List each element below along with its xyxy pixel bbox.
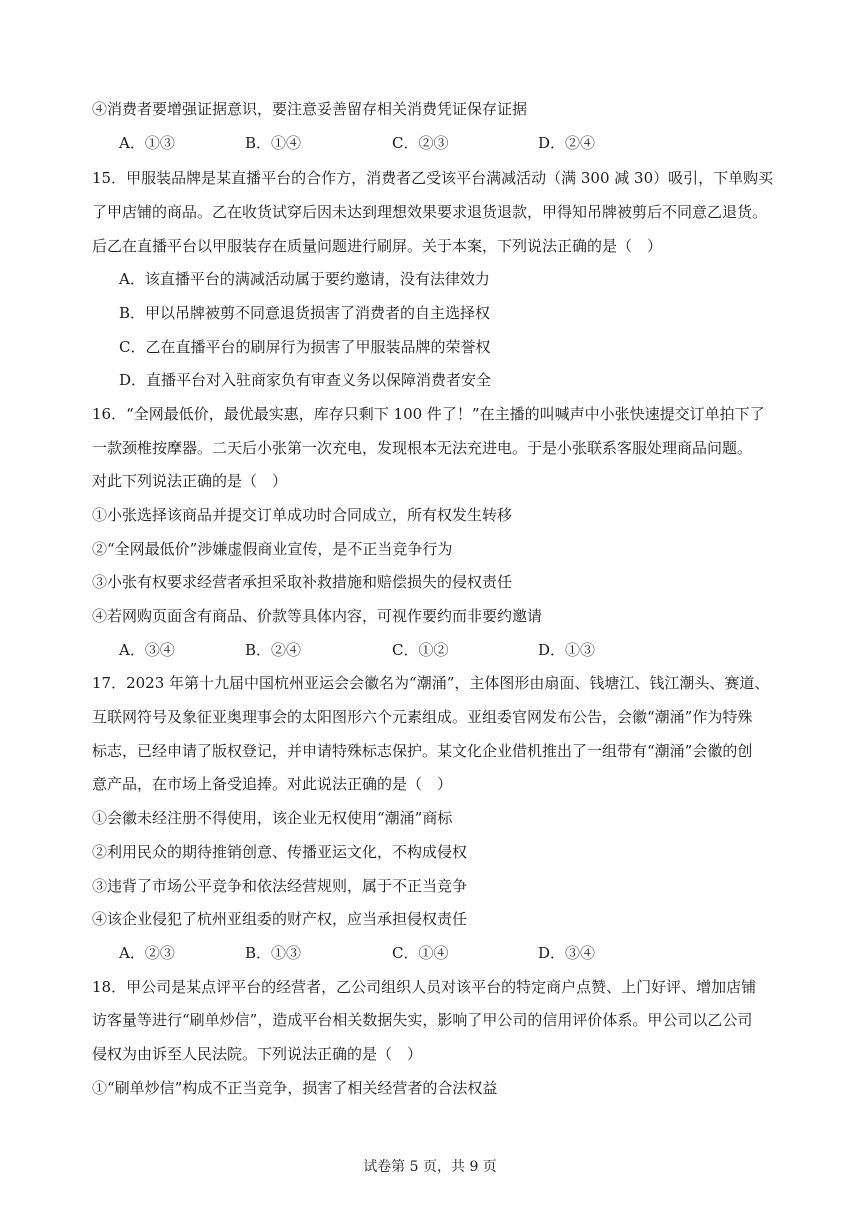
q17-option-a: A．②③: [119, 944, 175, 962]
q15-choice-a: A．该直播平台的满减活动属于要约邀请，没有法律效力: [119, 270, 490, 288]
q17-option-c: C．①④: [392, 944, 449, 962]
q16-statement-1: ①小张选择该商品并提交订单成功时合同成立，所有权发生转移: [92, 506, 513, 524]
q17-statement-1: ①会徽未经注册不得使用，该企业无权使用“潮涌”商标: [92, 809, 453, 827]
q15-stem-line-1: 15．甲服装品牌是某直播平台的合作方，消费者乙受该平台满减活动（满 300 减 30）吸引，下单购买: [92, 169, 774, 187]
q17-stem-line-3: 标志，已经申请了版权登记，并申请特殊标志保护。某文化企业借机推出了一组带有“潮涌”会徽的创: [92, 742, 753, 760]
q16-stem-line-3: 对此下列说法正确的是（ ）: [92, 472, 288, 490]
q15-choice-d: D．直播平台对入驻商家负有审查义务以保障消费者安全: [119, 371, 492, 389]
page-footer: 试卷第 5 页，共 9 页: [363, 1159, 497, 1175]
q17-statement-2: ②利用民众的期待推销创意、传播亚运文化，不构成侵权: [92, 843, 468, 861]
q14-option-d: D．②④: [538, 134, 596, 152]
q17-statement-3: ③违背了市场公平竞争和依法经营规则，属于不正当竞争: [92, 877, 468, 895]
q16-option-d: D．①③: [538, 641, 596, 659]
q15-stem-line-2: 了甲店铺的商品。乙在收货试穿后因未达到理想效果要求退货退款，甲得知吊牌被剪后不同意乙退货。: [92, 203, 768, 221]
q15-stem-line-3: 后乙在直播平台以甲服装存在质量问题进行刷屏。关于本案，下列说法正确的是（ ）: [92, 237, 663, 255]
q16-statement-3: ③小张有权要求经营者承担采取补救措施和赔偿损失的侵权责任: [92, 573, 513, 591]
q17-stem-line-4: 意产品，在市场上备受追捧。对此说法正确的是（ ）: [92, 775, 453, 793]
q15-choice-c: C．乙在直播平台的刷屏行为损害了甲服装品牌的荣誉权: [119, 338, 491, 356]
q17-option-b: B．①③: [245, 944, 302, 962]
q17-stem-line-1: 17．2023 年第十九届中国杭州亚运会会徽名为“潮涌”，主体图形由扇面、钱塘江、钱江潮头、赛道、: [92, 674, 770, 692]
q16-option-a: A．③④: [119, 641, 175, 659]
q18-stem-line-3: 侵权为由诉至人民法院。下列说法正确的是（ ）: [92, 1045, 423, 1063]
q16-option-c: C．①②: [392, 641, 449, 659]
q14-statement-4: ④消费者要增强证据意识，要注意妥善留存相关消费凭证保存证据: [92, 100, 528, 118]
q16-option-b: B．②④: [245, 641, 302, 659]
q14-option-a: A．①③: [119, 134, 175, 152]
q17-statement-4: ④该企业侵犯了杭州亚组委的财产权，应当承担侵权责任: [92, 910, 468, 928]
q14-option-c: C．②③: [392, 134, 449, 152]
q14-option-b: B．①④: [245, 134, 302, 152]
q17-option-d: D．③④: [538, 944, 596, 962]
q16-stem-line-1: 16．“全网最低价，最优最实惠，库存只剩下 100 件了！”在主播的叫喊声中小张快速提交订单拍下了: [92, 405, 765, 423]
q15-choice-b: B．甲以吊牌被剪不同意退货损害了消费者的自主选择权: [119, 304, 491, 322]
q17-stem-line-2: 互联网符号及象征亚奥理事会的太阳图形六个元素组成。亚组委官网发布公告，会徽“潮涌”作为特殊: [92, 708, 753, 726]
q18-stem-line-2: 访客量等进行“刷单炒信”，造成平台相关数据失实，影响了甲公司的信用评价体系。甲公司以乙公司: [92, 1011, 753, 1029]
q16-statement-4: ④若网购页面含有商品、价款等具体内容，可视作要约而非要约邀请: [92, 607, 543, 625]
q18-stem-line-1: 18．甲公司是某点评平台的经营者，乙公司组织人员对该平台的特定商户点赞、上门好评、增加店铺: [92, 978, 757, 996]
q16-statement-2: ②“全网最低价”涉嫌虚假商业宣传，是不正当竞争行为: [92, 540, 453, 558]
q16-stem-line-2: 一款颈椎按摩器。二天后小张第一次充电，发现根本无法充进电。于是小张联系客服处理商品问题。: [92, 439, 753, 457]
q18-statement-1: ①“刷单炒信”构成不正当竞争，损害了相关经营者的合法权益: [92, 1079, 498, 1097]
